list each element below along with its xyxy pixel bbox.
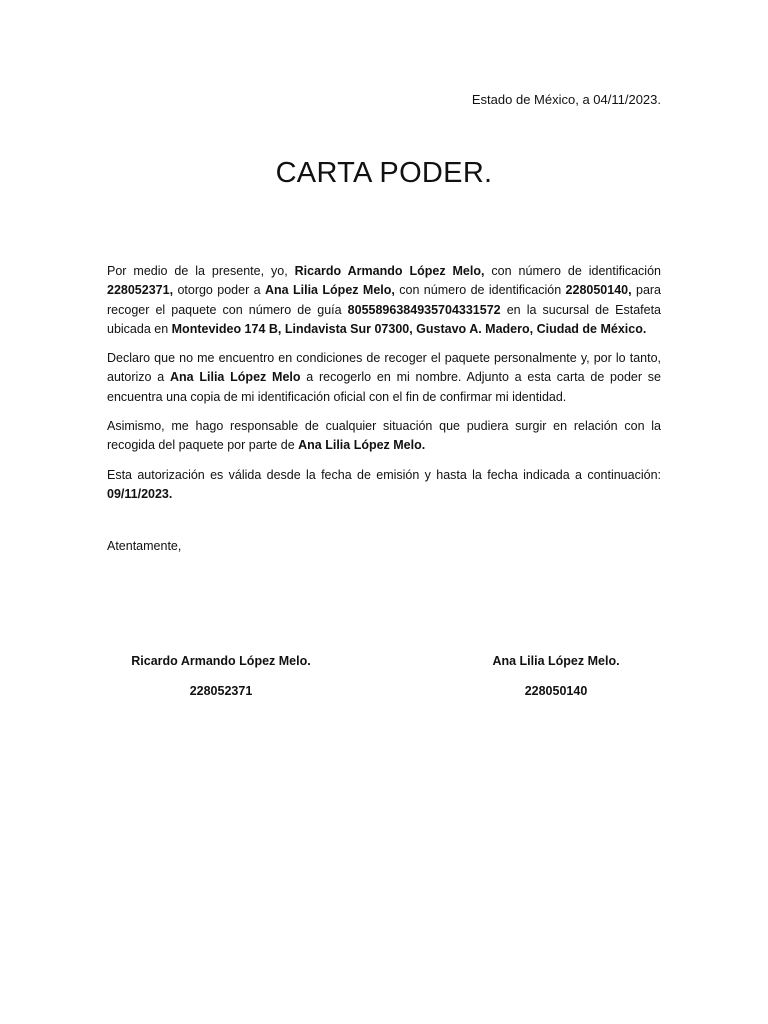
p1-text-4: con número de identificación — [394, 283, 566, 298]
signature-id: 228052371 — [189, 684, 253, 698]
branch-address: Montevideo 174 B, Lindavista Sur 07300, Gustavo A. Madero, Ciudad de México. — [171, 321, 647, 336]
p1-text-2: con número de identificación — [484, 264, 661, 278]
p3-text-1: Asimismo, me hago responsable de cualquier situación que pudiera surgir en relación con la recogida del paquete por parte de — [107, 419, 661, 453]
tracking-number: 8055896384935704331572 — [347, 302, 501, 317]
signature-name: Ana Lilia López Melo. — [492, 654, 620, 668]
p1-text-1: Por medio de la presente, yo, — [107, 264, 295, 278]
p2-text-2: a recogerlo en mi nombre. Adjunto a esta carta de poder se encuentra una copia de mi identificación oficial con el fin de confirmar mi identidad. — [107, 370, 661, 404]
validity-date: 09/11/2023. — [107, 486, 173, 501]
document-title: CARTA PODER. — [275, 157, 493, 189]
p1-text-5: para recoger el paquete con número de guía — [107, 283, 662, 317]
paragraph-authorization — [107, 262, 661, 339]
signature-id: 228050140 — [524, 684, 588, 698]
signature-block-grantee — [456, 652, 656, 701]
closing-salutation: Atentamente, — [107, 539, 182, 553]
p1-text-6: en la sucursal de Estafeta ubicada en — [107, 302, 661, 336]
p2-grantee-name: Ana Lilia López Melo — [169, 370, 301, 385]
signature-name: Ricardo Armando López Melo. — [131, 654, 311, 668]
paragraph-declaration — [107, 349, 661, 407]
p4-text-1: Esta autorización es válida desde la fecha de emisión y hasta la fecha indicada a continuación: — [107, 467, 661, 482]
p2-text-1: Declaro que no me encuentro en condiciones de recoger el paquete personalmente y, por lo tanto, autorizo a — [107, 351, 661, 385]
place-and-date: Estado de México, a 04/11/2023. — [471, 92, 661, 107]
p3-grantee-name: Ana Lilia López Melo. — [298, 438, 426, 453]
grantor-name: Ricardo Armando López Melo, — [294, 264, 485, 278]
paragraph-responsibility — [107, 417, 661, 456]
grantor-id: 228052371, — [107, 283, 174, 298]
grantee-id: 228050140, — [565, 283, 632, 298]
paragraph-validity — [107, 466, 661, 505]
p1-text-3: otorgo poder a — [173, 283, 265, 298]
letter-body — [107, 262, 661, 514]
grantee-name: Ana Lilia López Melo, — [265, 283, 395, 298]
signature-block-grantor — [121, 652, 321, 701]
